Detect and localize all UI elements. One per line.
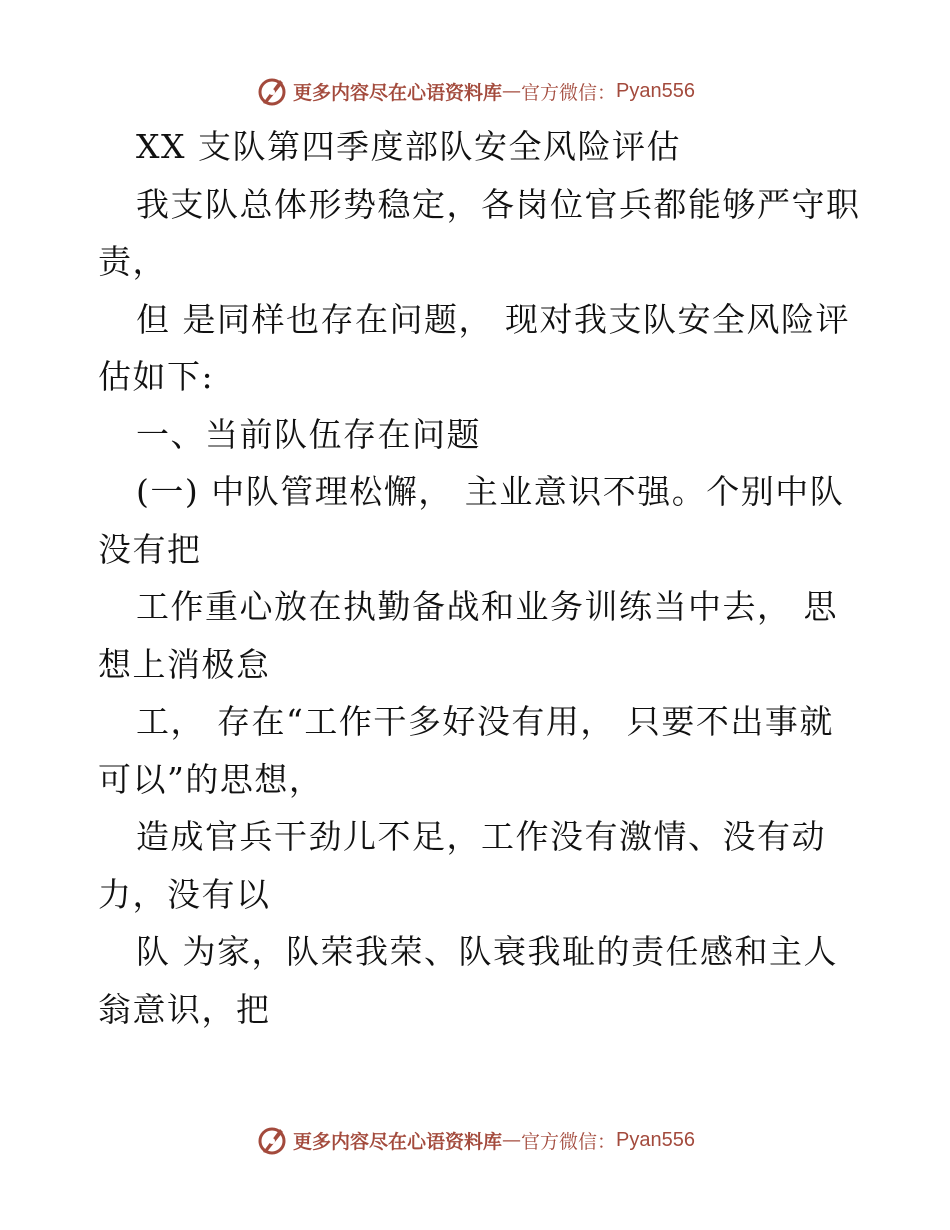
- banner-wechat-id: Pyan556: [616, 1128, 695, 1151]
- paragraph-line: 我支队总体形势稳定，各岗位官兵都能够严守职: [136, 184, 861, 224]
- paragraph-line: 但 是同样也存在问题， 现对我支队安全风险评: [136, 299, 850, 339]
- paragraph-line: 估如下:: [98, 357, 215, 396]
- section-heading: 一、当前队伍存在问题: [136, 414, 481, 454]
- document-body: [98, 118, 861, 1038]
- paragraph-line: 想上消极怠: [98, 644, 271, 684]
- banner-dash: —: [502, 1129, 522, 1151]
- banner-site-text: 更多内容尽在心语资料库: [293, 1130, 503, 1153]
- paragraph-line: 翁意识，把: [98, 989, 271, 1029]
- quill-pen-circle-icon: [255, 74, 289, 108]
- banner-wechat-label: 官方微信：: [521, 1130, 617, 1153]
- quill-pen-circle-icon: [255, 1123, 289, 1157]
- paragraph-line: 工， 存在“工作干多好没有用， 只要不出事就: [136, 702, 834, 741]
- banner-dash: —: [502, 80, 522, 102]
- document-title: XX 支队第四季度部队安全风险评估: [136, 127, 681, 166]
- paragraph-line: 工作重心放在执勤备战和业务训练当中去， 思: [136, 587, 838, 626]
- footer-watermark-banner: [0, 1120, 950, 1160]
- paragraph-line: 责，: [98, 242, 167, 281]
- paragraph-line: 造成官兵干劲儿不足，工作没有激情、没有动: [136, 817, 826, 856]
- paragraph-line: (一) 中队管理松懈， 主业意识不强。个别中队: [136, 472, 845, 511]
- header-watermark-banner: [0, 71, 950, 111]
- banner-wechat-id: Pyan556: [616, 79, 695, 102]
- banner-site-text: 更多内容尽在心语资料库: [293, 81, 503, 104]
- paragraph-line: 没有把: [98, 529, 202, 569]
- paragraph-line: 可以”的思想，: [98, 759, 324, 799]
- paragraph-line: 力，没有以: [98, 874, 271, 914]
- paragraph-line: 队 为家，队荣我荣、队衰我耻的责任感和主人: [136, 932, 838, 971]
- banner-wechat-label: 官方微信：: [521, 81, 617, 104]
